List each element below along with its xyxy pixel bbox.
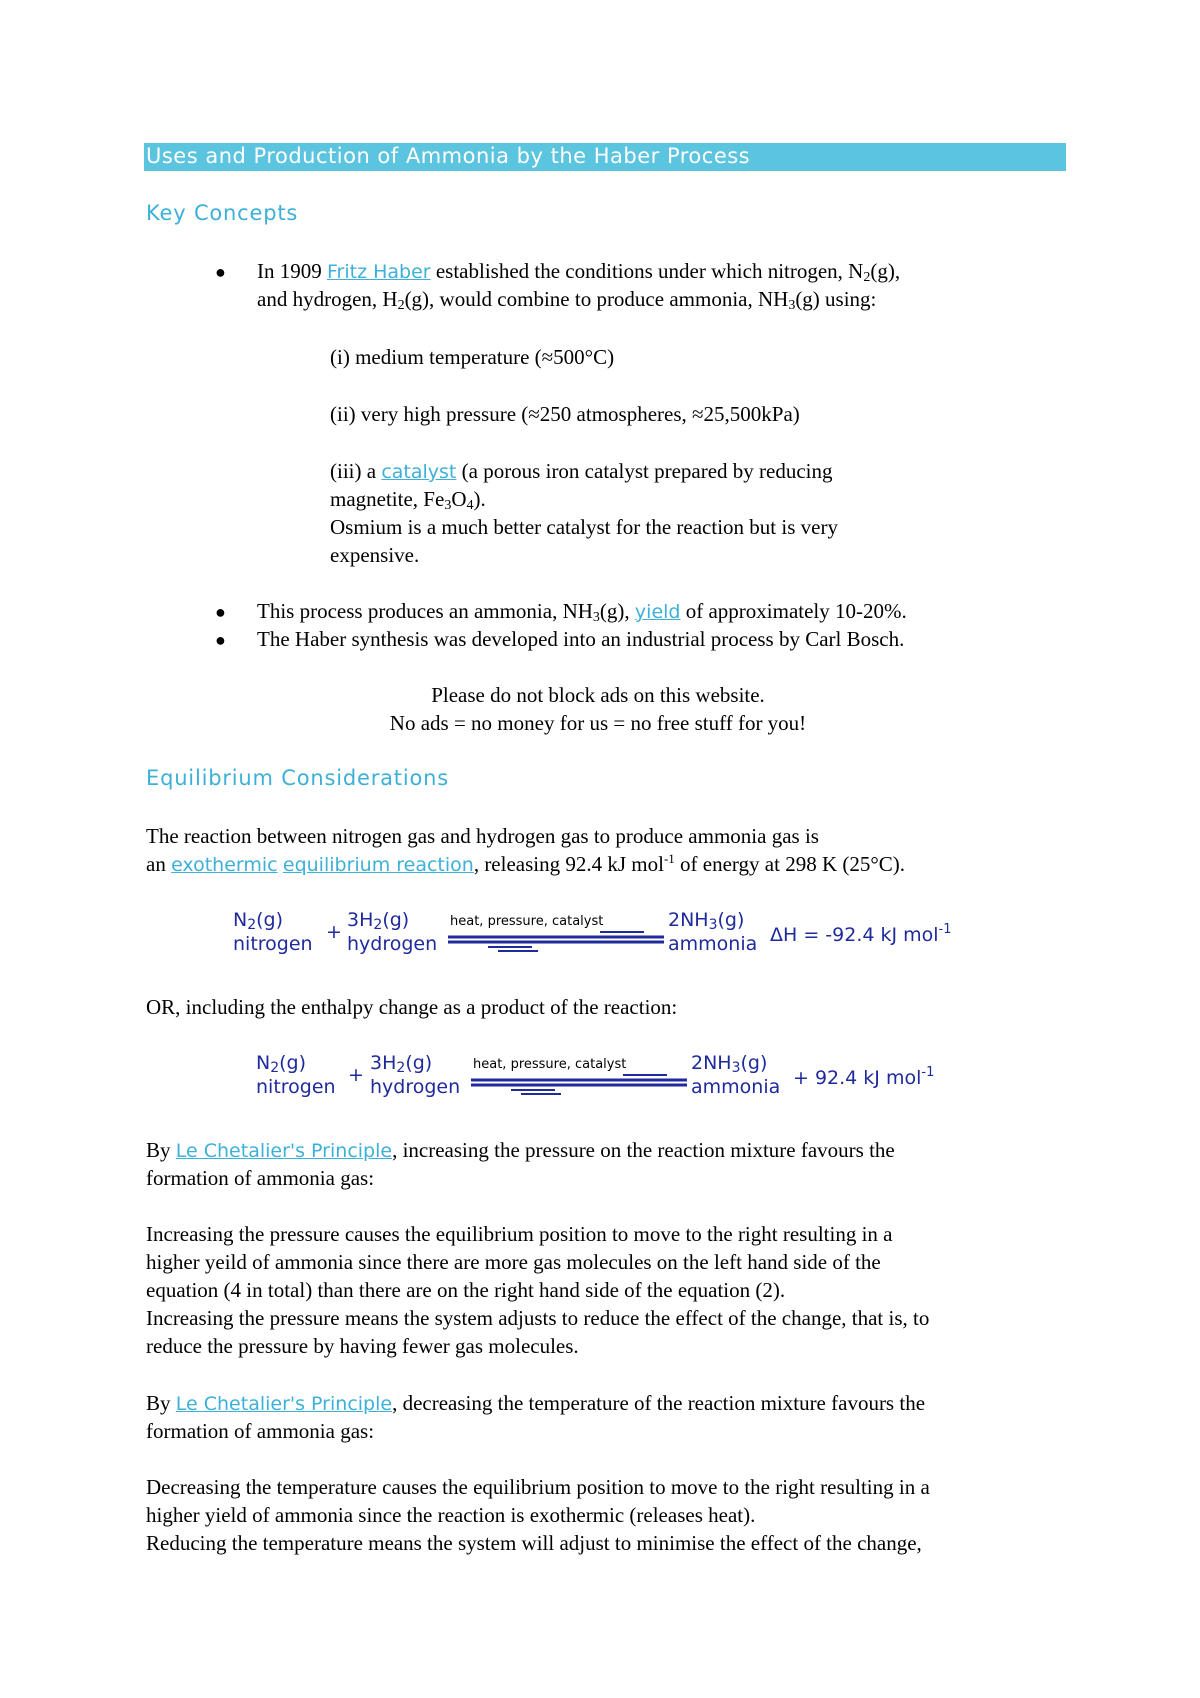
ads-notice-line-2: No ads = no money for us = no free stuff for you! [389,711,807,735]
eq2-energy-term: + 92.4 kJ mol$^{-1}$ [793,1065,935,1089]
eq1-nitrogen-formula: $N_2(g)$ [233,909,284,933]
eq2-plus: + [348,1064,364,1086]
temperature-para-line-2: higher yield of ammonia since the reaction is exothermic (releases heat). [146,1503,756,1527]
catalyst-link[interactable]: catalyst [381,461,457,483]
eq2-conditions: heat, pressure, catalyst [473,1057,627,1072]
condition-1: (i) medium temperature (≈500°C) [330,345,615,369]
pressure-intro-line-2: formation of ammonia gas: [146,1166,375,1190]
eq1-ammonia-name: ammonia [668,933,758,955]
or-line: OR, including the enthalpy change as a product of the reaction: [146,995,678,1019]
pressure-para-line-4: Increasing the pressure means the system adjusts to reduce the effect of the change, that is, to [146,1306,930,1330]
bullet-2-text: This process produces an ammonia, $NH_3(g)$, yield of approximately 10-20%. [257,599,907,625]
le-chatelier-link-1[interactable]: Le Chetalier's Principle [175,1140,393,1162]
pressure-para-line-3: equation (4 in total) than there are on the right hand side of the equation (2). [146,1278,786,1302]
eq1-enthalpy: ΔH = -92.4 kJ mol$^{-1}$ [770,922,952,946]
bullet-1-line-2: and hydrogen, $H_2(g)$, would combine to produce ammonia, $NH_3(g)$ using: [257,287,877,313]
ads-notice-line-1: Please do not block ads on this website. [431,683,765,707]
condition-3-line-3: Osmium is a much better catalyst for the reaction but is very [330,515,838,539]
eq1-hydrogen-name: hydrogen [347,933,438,955]
yield-link[interactable]: yield [634,601,681,623]
eq1-conditions: heat, pressure, catalyst [450,914,604,929]
eq2-equilibrium-arrow-icon [471,1071,687,1095]
equilibrium-reaction-link[interactable]: equilibrium reaction [282,854,474,876]
eq2-nitrogen-formula: $N_2(g)$ [256,1052,307,1076]
condition-2: (ii) very high pressure (≈250 atmospheres, ≈25,500kPa) [330,402,800,426]
bullet-3-marker: ● [215,630,226,650]
le-chatelier-link-2[interactable]: Le Chetalier's Principle [175,1393,393,1415]
eq2-hydrogen-formula: $3H_2(g)$ [370,1052,433,1076]
temperature-para-line-1: Decreasing the temperature causes the equilibrium position to move to the right resulting in a [146,1475,930,1499]
pressure-intro-line-1: By Le Chetalier's Principle, increasing the pressure on the reaction mixture favours the [146,1138,895,1162]
eq2-ammonia-formula: $2NH_3(g)$ [691,1052,768,1076]
pressure-para-line-5: reduce the pressure by having fewer gas molecules. [146,1334,579,1358]
pressure-para-line-2: higher yeild of ammonia since there are more gas molecules on the left hand side of the [146,1250,881,1274]
eq1-hydrogen-formula: $3H_2(g)$ [347,909,410,933]
equilibrium-para-1-line-2: an exothermic equilibrium reaction, releasing 92.4 kJ mol$^{-1}$ of energy at 298 K (25°C). [146,851,906,876]
eq1-ammonia-formula: $2NH_3(g)$ [668,909,745,933]
condition-3-line-4: expensive. [330,543,420,567]
pressure-para-line-1: Increasing the pressure causes the equilibrium position to move to the right resulting in a [146,1222,893,1246]
condition-3-line-2: magnetite, $Fe_3O_4$). [330,487,486,513]
exothermic-link[interactable]: exothermic [171,854,278,876]
temperature-para-line-3: Reducing the temperature means the system will adjust to minimise the effect of the change, [146,1531,922,1555]
equilibrium-heading: Equilibrium Considerations [146,766,449,790]
bullet-2-marker: ● [215,602,226,622]
eq2-hydrogen-name: hydrogen [370,1076,461,1098]
equilibrium-para-1-line-1: The reaction between nitrogen gas and hydrogen gas to produce ammonia gas is [146,824,819,848]
fritz-haber-link[interactable]: Fritz Haber [327,261,431,283]
page-title: Uses and Production of Ammonia by the Haber Process [146,144,751,168]
eq1-nitrogen-name: nitrogen [233,933,313,955]
eq2-nitrogen-name: nitrogen [256,1076,336,1098]
key-concepts-heading: Key Concepts [146,201,299,225]
bullet-1-line-1: In 1909 Fritz Haber established the conditions under which nitrogen, $N_2(g)$, [257,259,901,285]
bullet-1-marker: ● [215,262,226,282]
temperature-intro-line-2: formation of ammonia gas: [146,1419,375,1443]
condition-3-line-1: (iii) a catalyst (a porous iron catalyst prepared by reducing [330,459,833,483]
bullet-3-text: The Haber synthesis was developed into an industrial process by Carl Bosch. [257,627,905,651]
eq2-ammonia-name: ammonia [691,1076,781,1098]
eq1-equilibrium-arrow-icon [448,928,664,952]
eq1-plus: + [326,921,342,943]
temperature-intro-line-1: By Le Chetalier's Principle, decreasing the temperature of the reaction mixture favours the [146,1391,926,1415]
